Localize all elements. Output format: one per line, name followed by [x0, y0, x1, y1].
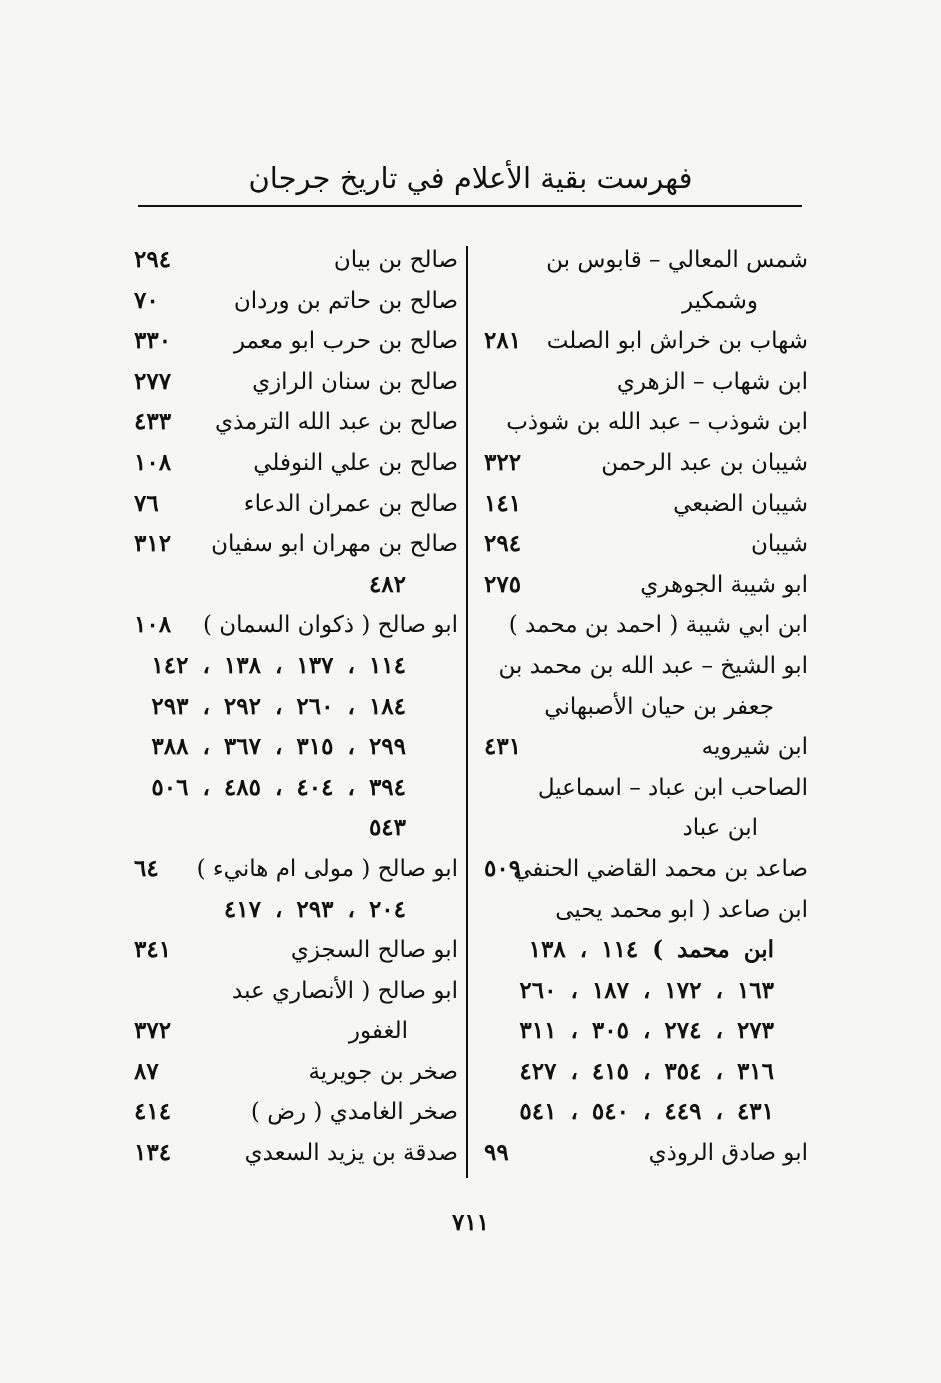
index-entry — [478, 443, 808, 484]
index-entry — [128, 443, 458, 484]
entry-page-list: ٢٠٤ ، ٢٩٣ ، ٤١٧ — [223, 895, 406, 923]
entry-page: ٣٣٠ — [134, 327, 172, 355]
entry-page: ٢٧٧ — [134, 367, 172, 395]
entry-name: صالح بن حاتم بن وردان — [233, 287, 458, 314]
entry-page: ٣٧٢ — [134, 1017, 172, 1045]
entry-page-list: ٣٩٤ ، ٤٠٤ ، ٤٨٥ ، ٥٠٦ — [151, 773, 406, 801]
entry-page-list: ٢٩٩ ، ٣١٥ ، ٣٦٧ ، ٣٨٨ — [151, 733, 406, 761]
entry-page: ٤١٤ — [134, 1098, 172, 1126]
index-entry — [478, 1092, 808, 1133]
index-entry — [478, 484, 808, 525]
entry-name: شهاب بن خراش ابو الصلت — [546, 328, 808, 355]
entry-page-list: ٤٨٢ — [368, 570, 406, 598]
entry-page: ٨٧ — [134, 1057, 159, 1085]
entry-name: ابن شهاب – الزهري — [616, 368, 808, 395]
index-entry — [128, 281, 458, 322]
index-entry — [478, 524, 808, 565]
index-entry — [478, 727, 808, 768]
index-entry — [478, 240, 808, 281]
entry-name: ابو شيبة الجوهري — [640, 571, 808, 598]
page-number: ٧١١ — [451, 1209, 490, 1236]
index-entry — [478, 362, 808, 403]
entry-page: ٥٠٩ — [484, 854, 522, 882]
entry-page: ٢٩٤ — [134, 246, 172, 273]
entry-page-list: ١١٤ ، ١٣٧ ، ١٣٨ ، ١٤٢ — [151, 651, 406, 679]
index-entry — [128, 890, 458, 931]
index-entry — [128, 1011, 458, 1052]
entry-name: وشمكير — [681, 287, 758, 314]
entry-name: جعفر بن حيان الأصبهاني — [544, 693, 774, 720]
entry-name: شيبان بن عبد الرحمن — [601, 449, 808, 476]
entry-page: ٤٣٣ — [134, 408, 172, 436]
index-entry — [128, 240, 458, 281]
index-entry — [128, 768, 458, 809]
entry-name: ابو الشيخ – عبد الله بن محمد بن — [498, 652, 808, 679]
entry-name: ابو صالح السجزي — [290, 937, 458, 964]
entry-name: ابن ابي شيبة ( احمد بن محمد ) — [508, 612, 808, 639]
index-entry — [128, 362, 458, 403]
index-entry — [478, 808, 808, 849]
entry-page: ١٠٨ — [134, 611, 172, 639]
column-divider — [466, 246, 468, 1178]
entry-page-list: ابن محمد ) ١١٤ ، ١٣٨ — [528, 936, 774, 964]
entry-page: ٩٩ — [484, 1139, 509, 1167]
entry-name: شمس المعالي – قابوس بن — [546, 247, 808, 273]
entry-page: ٤٣١ — [484, 733, 522, 761]
index-entry — [478, 890, 808, 931]
index-entry — [128, 321, 458, 362]
index-entry — [128, 971, 458, 1012]
entry-name: الصاحب ابن عباد – اسماعيل — [537, 774, 808, 801]
index-entry — [128, 849, 458, 890]
entry-page: ١٤١ — [484, 489, 522, 517]
index-entry — [478, 402, 808, 443]
entry-name: صخر الغامدي ( رض ) — [250, 1099, 458, 1126]
index-entry — [128, 1092, 458, 1133]
entry-name: صالح بن سنان الرازي — [252, 368, 458, 395]
index-entry — [128, 930, 458, 971]
page-title: فهرست بقية الأعلام في تاريخ جرجان — [248, 161, 693, 195]
entry-page-list: ٢٧٣ ، ٢٧٤ ، ٣٠٥ ، ٣١١ — [519, 1017, 774, 1045]
index-entry — [478, 930, 808, 971]
index-entry — [128, 1133, 458, 1174]
entry-page: ٢٨١ — [484, 327, 522, 355]
index-entry — [128, 402, 458, 443]
header-rule — [138, 205, 802, 207]
entry-name: شيبان الضبعي — [673, 490, 808, 517]
entry-page: ٣١٢ — [134, 530, 172, 558]
entry-name: صالح بن علي النوفلي — [253, 449, 458, 476]
entry-page-list: ٣١٦ ، ٣٥٤ ، ٤١٥ ، ٤٢٧ — [519, 1057, 774, 1085]
entry-page: ١٠٨ — [134, 448, 172, 476]
index-entry — [478, 281, 808, 322]
index-entry — [128, 565, 458, 606]
right-column — [478, 240, 808, 1174]
entry-name: صالح بن عمران الدعاء — [243, 490, 458, 517]
entry-page-list: ٤٣١ ، ٤٤٩ ، ٥٤٠ ، ٥٤١ — [519, 1098, 774, 1126]
index-entry — [128, 1052, 458, 1093]
entry-name: صالح بن مهران ابو سفيان — [211, 531, 458, 558]
index-entry — [478, 1011, 808, 1052]
entry-name: صالح بن بيان — [333, 247, 458, 273]
entry-page: ٧٦ — [134, 489, 159, 517]
entry-page: ٣٢٢ — [484, 448, 522, 476]
index-entry — [478, 605, 808, 646]
index-entry — [478, 565, 808, 606]
entry-name: الغفور — [348, 1018, 408, 1045]
index-entry — [478, 971, 808, 1012]
entry-name: ابو صادق الروذي — [648, 1140, 808, 1167]
index-entry — [478, 768, 808, 809]
index-entry — [128, 605, 458, 646]
entry-page: ٦٤ — [134, 854, 159, 882]
left-column — [128, 240, 458, 1174]
entry-name: ابو صالح ( الأنصاري عبد — [232, 977, 458, 1004]
entry-page: ٢٩٤ — [484, 530, 522, 558]
index-entry — [128, 687, 458, 728]
entry-name: صخر بن جويرية — [308, 1058, 458, 1085]
entry-name: صالح بن حرب ابو معمر — [233, 328, 458, 355]
entry-name: صدقة بن يزيد السعدي — [244, 1140, 458, 1167]
entry-name: صاعد بن محمد القاضي الحنفي — [513, 855, 808, 882]
index-entry — [478, 849, 808, 890]
index-entry — [128, 808, 458, 849]
entry-name: ابن شوذب – عبد الله بن شوذب — [506, 409, 808, 436]
index-entry — [128, 646, 458, 687]
entry-page-list: ١٦٣ ، ١٧٢ ، ١٨٧ ، ٢٦٠ — [519, 976, 774, 1004]
index-entry — [478, 1133, 808, 1174]
index-entry — [128, 727, 458, 768]
entry-page: ٧٠ — [134, 286, 159, 314]
entry-name: ابو صالح ( مولى ام هانيء ) — [196, 855, 458, 882]
index-entry — [478, 646, 808, 687]
entry-page-list: ١٨٤ ، ٢٦٠ ، ٢٩٢ ، ٢٩٣ — [151, 692, 406, 720]
index-entry — [478, 321, 808, 362]
entry-page: ٢٧٥ — [484, 570, 522, 598]
index-entry — [128, 484, 458, 525]
entry-name: شيبان — [750, 531, 808, 558]
index-entry — [478, 1052, 808, 1093]
entry-page-list: ٥٤٣ — [368, 814, 406, 842]
index-entry — [478, 687, 808, 728]
entry-page: ٣٤١ — [134, 936, 172, 964]
entry-name: ابو صالح ( ذكوان السمان ) — [202, 612, 458, 639]
index-entry — [128, 524, 458, 565]
entry-page: ١٣٤ — [134, 1139, 172, 1167]
entry-name: ابن شيرويه — [701, 734, 808, 761]
entry-name: صالح بن عبد الله الترمذي — [214, 409, 458, 436]
entry-name: ابن عباد — [682, 815, 758, 842]
entry-name: ابن صاعد ( ابو محمد يحيى — [555, 896, 808, 923]
